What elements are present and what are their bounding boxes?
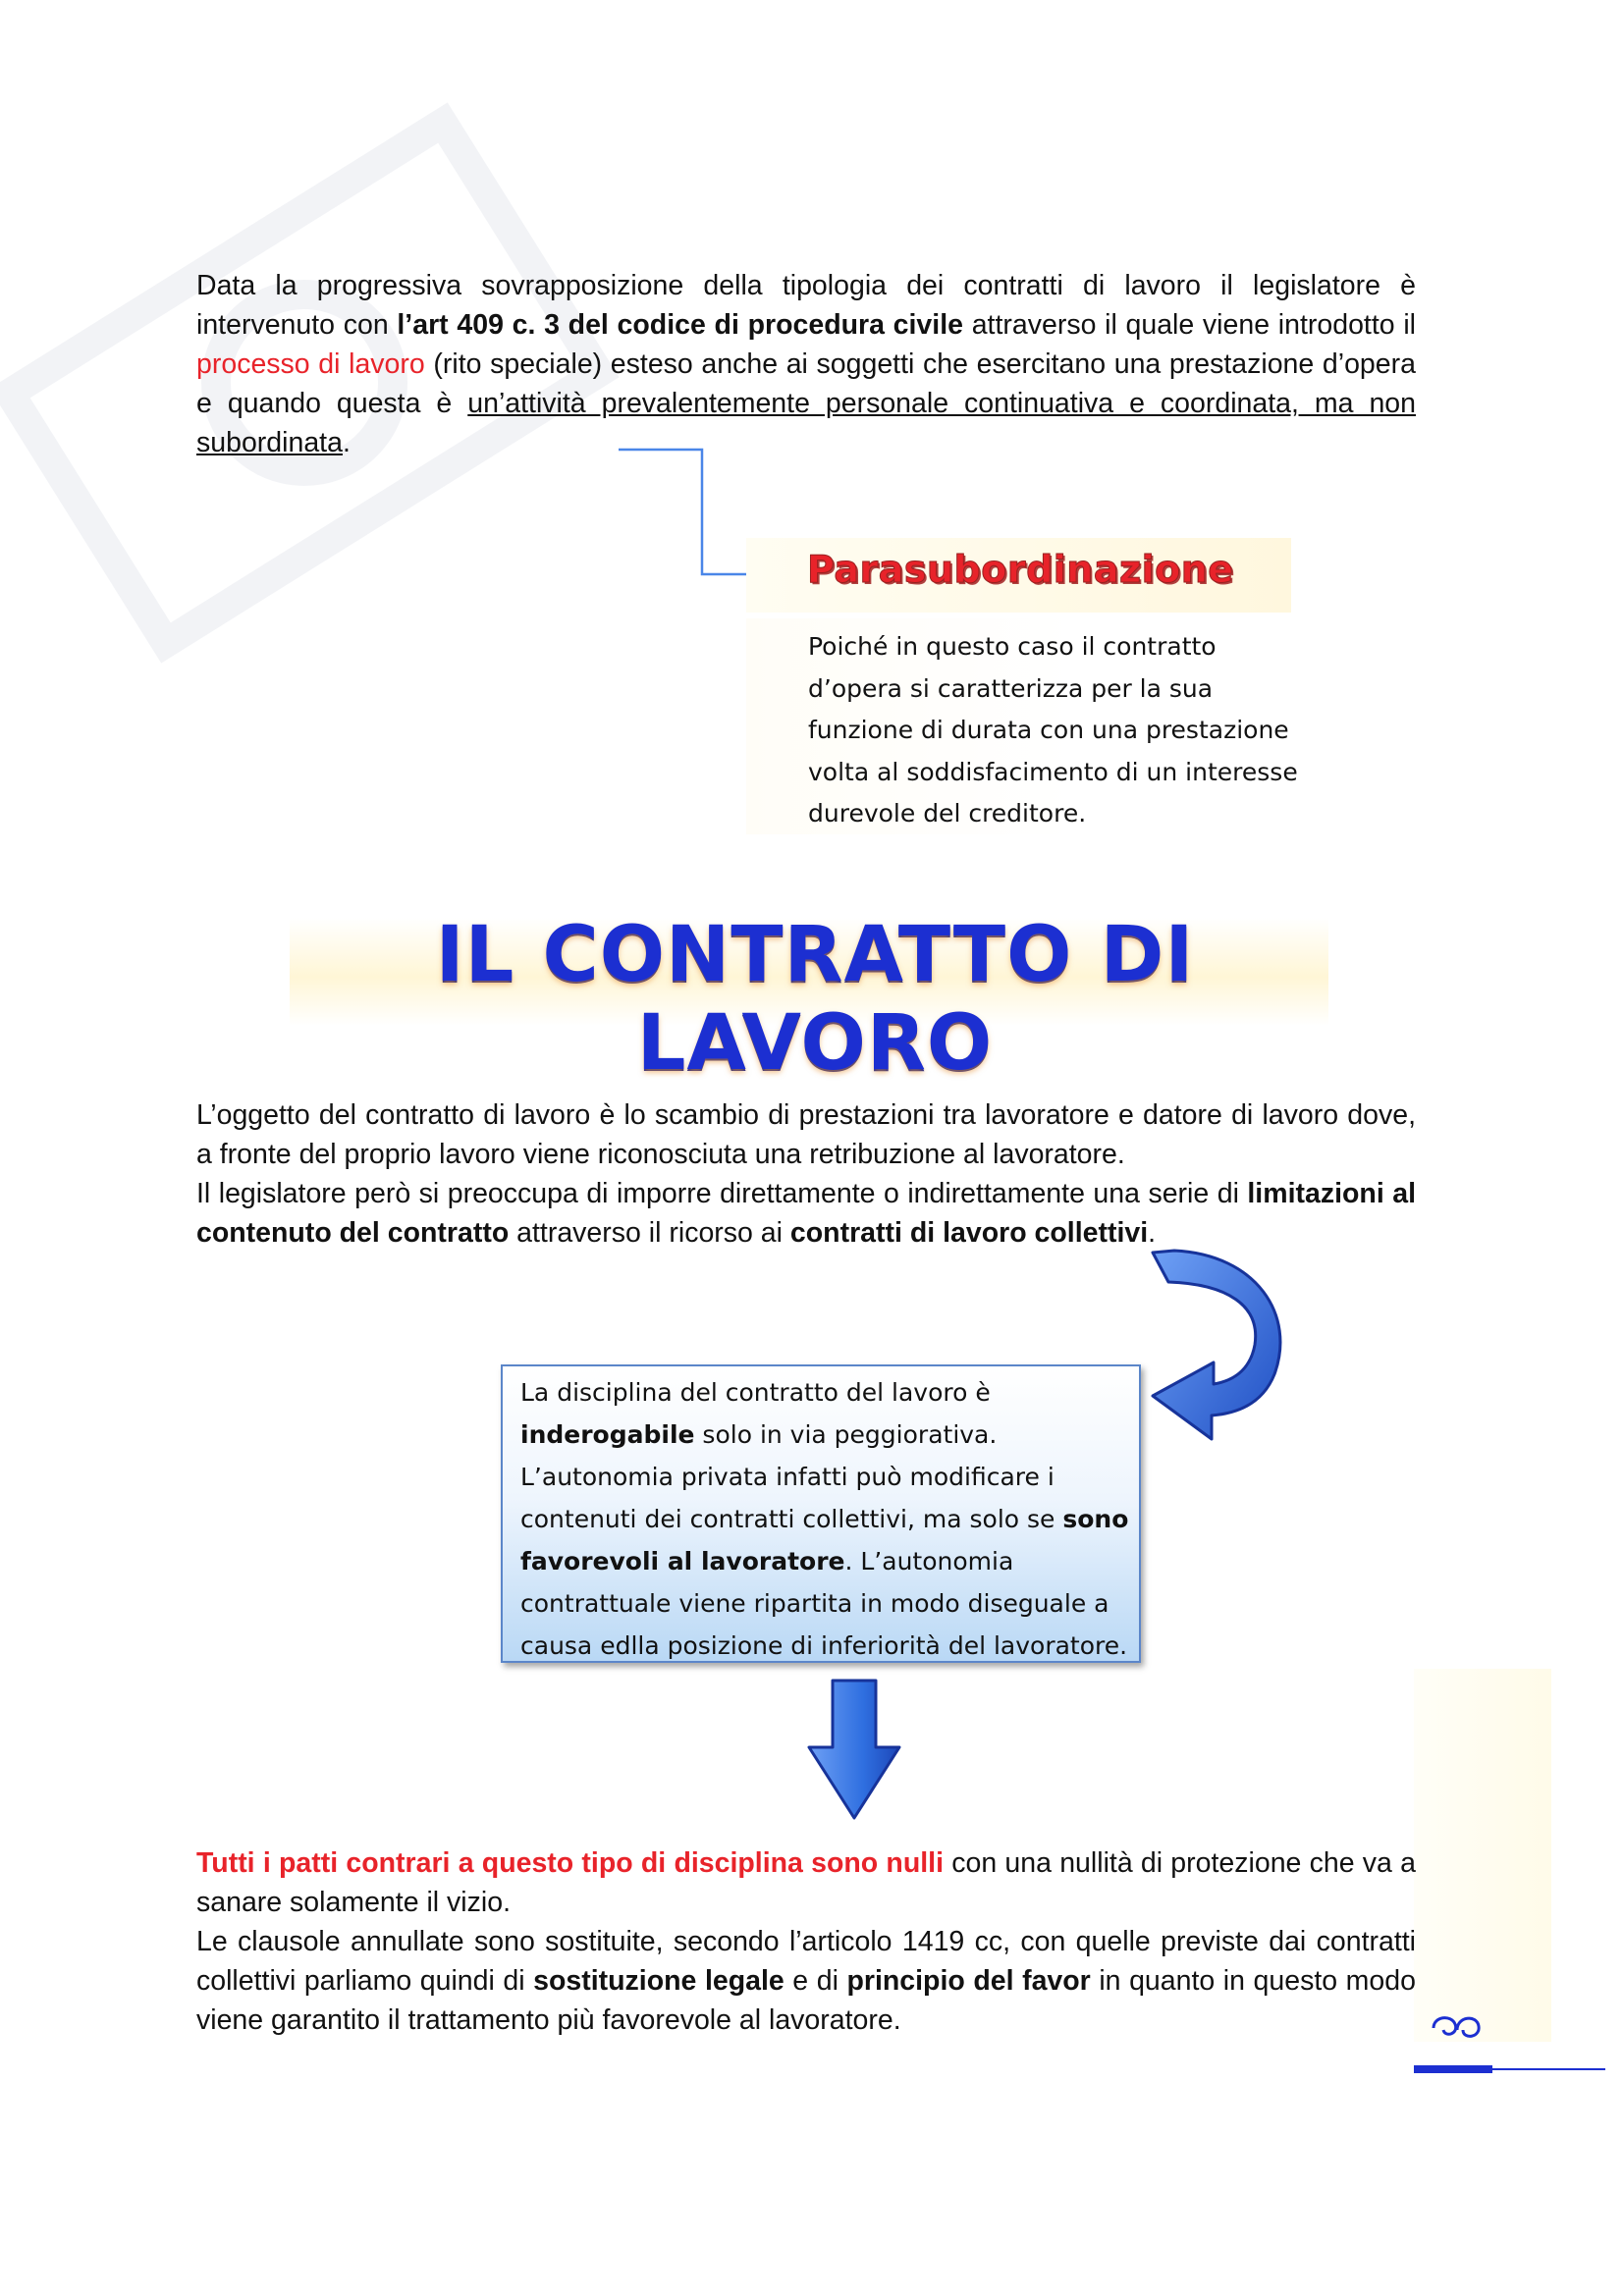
intro-article-reference: l’art 409 c. 3 del codice di procedura civile [397, 309, 963, 341]
callout-line: causa edlla posizione di inferiorità del lavoratore. [520, 1631, 1128, 1660]
sidebox-line: Poiché in questo caso il contratto [808, 632, 1217, 661]
callout-line: L’autonomia privata infatti può modificare i [520, 1463, 1055, 1491]
conclusion-red-nulli: Tutti i patti contrari a questo tipo di disciplina sono nulli [196, 1847, 945, 1879]
sidebox-line: durevole del creditore. [808, 799, 1087, 828]
body-bold-limitazioni: limitazioni al contenuto del contratto [196, 1178, 1416, 1249]
intro-text: Data la progressiva sovrapposizione della tipologia dei contratti di lavoro il legislatore è intervenuto con [196, 270, 1416, 341]
page-margin-tint [1414, 1669, 1551, 2042]
intro-paragraph [196, 266, 1416, 462]
sidebox-line: volta al soddisfacimento di un interesse [808, 757, 1298, 786]
sidebox-line: d’opera si caratterizza per la sua [808, 673, 1214, 703]
callout-text [520, 1371, 1129, 1667]
intro-text: . [342, 427, 351, 458]
footer-bar-thin [1492, 2068, 1605, 2070]
conclusion-text: e di [784, 1965, 847, 1997]
callout-line [520, 1540, 1129, 1582]
callout-line [520, 1498, 1129, 1540]
conclusion-bold-sostituzione: sostituzione legale [533, 1965, 784, 1997]
section-title: IL CONTRATTO DI LAVORO [435, 911, 1195, 1088]
sidebox-title-bar [746, 538, 1291, 613]
down-arrow-icon [805, 1677, 903, 1824]
intro-highlight-processo: processo di lavoro [196, 348, 425, 380]
page-swirl-icon [1426, 2008, 1485, 2048]
conclusion-line-2 [196, 1922, 1416, 2040]
callout-bold-favorevoli: favorevoli al lavoratore [520, 1547, 845, 1575]
callout-line [520, 1414, 1129, 1456]
body-paragraph [196, 1095, 1416, 1253]
body-bold-contratti-collettivi: contratti di lavoro collettivi [789, 1217, 1149, 1249]
footer-bar-thick [1414, 2065, 1492, 2073]
callout-bold-inderogabile: inderogabile [520, 1420, 695, 1449]
body-text: Il legislatore però si preoccupa di imporre direttamente o indirettamente una serie di [196, 1178, 1248, 1209]
body-line-2 [196, 1174, 1416, 1253]
body-text: attraverso il ricorso ai [509, 1217, 790, 1249]
conclusion-text: in quanto in questo modo viene garantito il trattamento più favorevole al lavoratore. [196, 1965, 1416, 2036]
body-text: . [1148, 1217, 1157, 1249]
callout-text-span: solo in via peggiorativa. [694, 1420, 998, 1449]
callout-text-span: . L’autonomia [844, 1547, 1014, 1575]
callout-line: contrattuale viene ripartita in modo diseguale a [520, 1589, 1109, 1618]
intro-text: (rito speciale) esteso anche ai soggetti che esercitano una prestazione d’opera e quando questa è [196, 348, 1416, 419]
body-line-1: L’oggetto del contratto di lavoro è lo scambio di prestazioni tra lavoratore e datore di lavoro dove, a fronte del proprio lavoro viene riconosciuta una retribuzione al lavoratore. [196, 1099, 1416, 1170]
sidebox-title: Parasubordinazione [807, 548, 1234, 591]
conclusion-paragraph [196, 1843, 1416, 2040]
callout-line: La disciplina del contratto del lavoro è [520, 1378, 991, 1407]
sidebox-line: funzione di durata con una prestazione [808, 716, 1289, 744]
intro-text: attraverso il quale viene introdotto il [962, 309, 1416, 341]
callout-text-span: contenuti dei contratti collettivi, ma solo se [520, 1505, 1063, 1533]
sidebox-text [808, 626, 1299, 835]
conclusion-text: Le clausole annullate sono sostituite, secondo l’articolo 1419 cc, con quelle previste dai contratti collettivi parliamo quindi di [196, 1926, 1416, 1997]
conclusion-text: con una nullità di protezione che va a sanare solamente il vizio. [196, 1847, 1416, 1918]
curved-arrow-icon [1149, 1247, 1296, 1443]
conclusion-line-1 [196, 1843, 1416, 1922]
intro-underlined-definition: un’attività prevalentemente personale continuativa e coordinata, ma non subordinata [196, 388, 1416, 458]
conclusion-bold-favor: principio del favor [846, 1965, 1091, 1997]
callout-bold-sono: sono [1062, 1505, 1129, 1533]
